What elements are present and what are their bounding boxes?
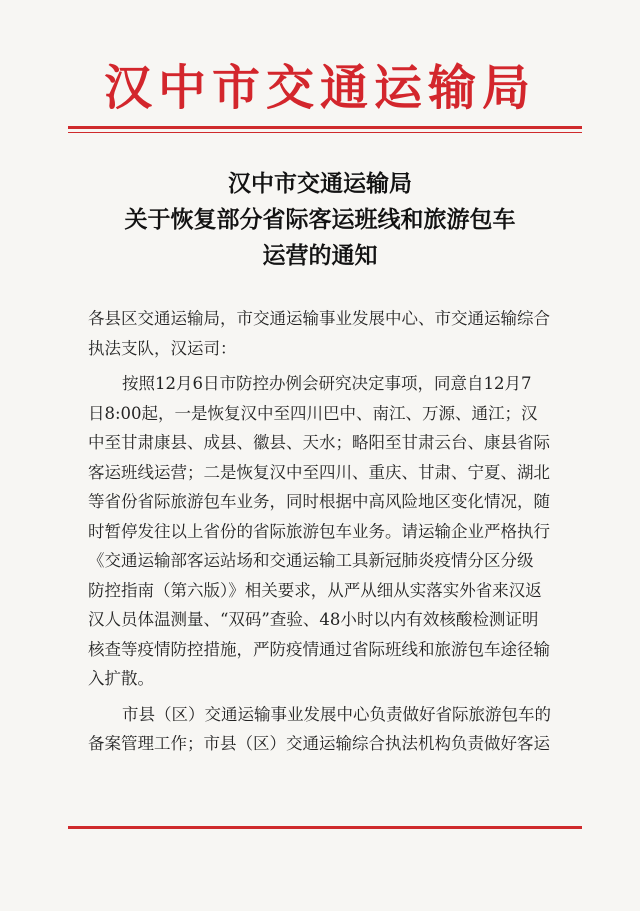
paragraph-1-line-2: 日8:00起，一是恢复汉中至四川巴中、南江、万源、通江；汉 — [88, 403, 538, 423]
notice-body — [88, 304, 558, 759]
masthead-title: 汉中市交通运输局 — [103, 60, 536, 116]
salutation-line-1: 各县区交通运输局，市交通运输事业发展中心、市交通运输综合 — [88, 309, 550, 328]
paragraph-2-line-2: 备案管理工作；市县（区）交通运输综合执法机构负责做好客运 — [88, 734, 550, 753]
paragraph-1-line-8: 防控指南（第六版）》相关要求，从严从细从实落实外省来汉返 — [88, 580, 542, 600]
paragraph-1-line-4: 客运班线运营；二是恢复汉中至四川、重庆、甘肃、宁夏、湖北 — [88, 462, 550, 482]
paragraph-2-line-1: 市县（区）交通运输事业发展中心负责做好省际旅游包车的 — [122, 704, 551, 724]
paragraph-1-line-7: 《交通运输部客运站场和交通运输工具新冠肺炎疫情分区分级 — [88, 551, 534, 570]
paragraph-1-line-5: 等省份省际旅游包车业务，同时根据中高风险地区变化情况，随 — [88, 492, 550, 511]
masthead-rule-thick — [68, 126, 582, 129]
notice-title-line-3: 运营的通知 — [262, 242, 378, 269]
notice-title-line-2: 关于恢复部分省际客运班线和旅游包车 — [124, 206, 516, 233]
paragraph-1-line-9: 汉人员体温测量、“双码”查验、48小时以内有效核酸检测证明 — [88, 610, 539, 629]
paragraph-1-line-6: 时暂停发往以上省份的省际旅游包车业务。请运输企业严格执行 — [88, 521, 550, 541]
notice-title-line-1: 汉中市交通运输局 — [228, 170, 412, 197]
masthead-rule-thin — [68, 132, 582, 133]
salutation-line-2: 执法支队，汉运司： — [88, 338, 237, 358]
paragraph-1-line-11: 入扩散。 — [88, 669, 154, 688]
paragraph-1-line-1: 按照12月6日市防控办例会研究决定事项，同意自12月7 — [122, 374, 532, 393]
paragraph-1-line-10: 核查等疫情防控措施，严防疫情通过省际班线和旅游包车途径输 — [88, 639, 550, 659]
notice-title — [80, 166, 560, 274]
footer-rule — [68, 826, 582, 829]
paragraph-1-line-3: 中至甘肃康县、成县、徽县、天水；略阳至甘肃云台、康县省际 — [88, 433, 550, 452]
